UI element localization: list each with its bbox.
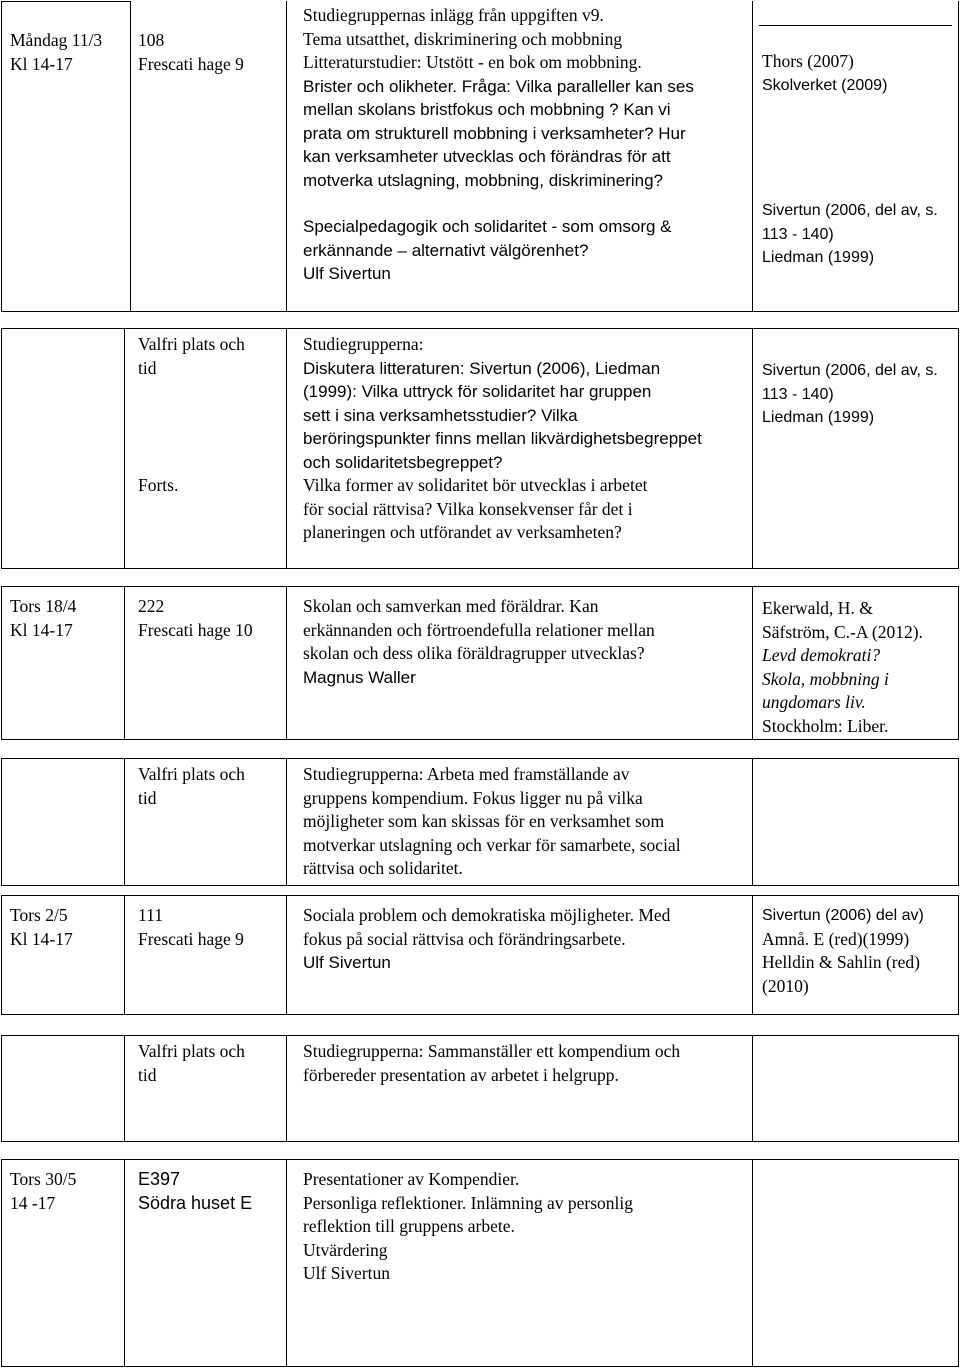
r3-literature-line: Säfström, C.-A (2012). — [762, 621, 923, 642]
r2-content-line: beröringspunkter finns mellan likvärdighetsbegreppet — [303, 429, 702, 448]
r2-content-cell — [303, 333, 702, 545]
r7-room-building: Södra huset E — [138, 1192, 253, 1213]
r6-room-line: tid — [138, 1064, 157, 1085]
r2-content-line: planeringen och utförandet av verksamheten? — [303, 522, 622, 542]
r5-content-line: fokus på social rättvisa och förändringsarbete. — [303, 928, 626, 949]
r2-content-line: Vilka former av solidaritet bör utvecklas i arbetet — [303, 475, 648, 495]
r2-content-line: sett i sina verksamhetsstudier? Vilka — [303, 405, 578, 425]
r2-literature-cell — [762, 359, 938, 430]
r1-content-line: prata om strukturell mobbning i verksamheter? Hur — [303, 123, 686, 143]
r3-day: Tors 18/4 — [10, 596, 77, 616]
r6-content-cell — [303, 1040, 680, 1087]
r3-content-cell — [303, 595, 655, 689]
r2-content-line: Studiegrupperna: — [303, 334, 424, 354]
r4-room-line: Valfri plats och — [138, 764, 245, 784]
r7-day: Tors 30/5 — [10, 1169, 77, 1189]
r3-content-line: erkännanden och förtroendefulla relationer mellan — [303, 619, 655, 640]
r5-literature-item: Sivertun (2006) del av) — [762, 907, 924, 924]
r1-literature-item: 113 - 140) — [762, 225, 834, 243]
r1-content-line: motverka utslagning, mobbning, diskriminering? — [303, 170, 664, 190]
r3-teacher: Magnus Waller — [303, 667, 416, 687]
r7-teacher: Ulf Sivertun — [303, 1263, 391, 1283]
r4-content-line: möjligheter som kan skissas för en verksamhet som — [303, 811, 665, 831]
r1-time: Kl 14-17 — [10, 53, 73, 74]
r5-room-building: Frescati hage 9 — [138, 928, 244, 949]
r1-literature-b-cell — [762, 199, 938, 270]
r2-literature-item: Sivertun (2006, del av, s. — [762, 362, 938, 379]
r5-time: Kl 14-17 — [10, 928, 73, 949]
r6-content-line: förbereder presentation av arbetet i helgrupp. — [303, 1064, 619, 1085]
r1-content-line: mellan skolans bristfokus och mobbning ? Kan vi — [303, 100, 671, 119]
r5-literature-cell — [762, 904, 924, 998]
r5-content-cell — [303, 904, 670, 975]
r1-teacher: Ulf Sivertun — [303, 264, 391, 283]
r5-room-cell — [138, 904, 244, 951]
r1-literature-item: Thors (2007) — [762, 51, 854, 71]
r5-content-line: Sociala problem och demokratiska möjligheter. Med — [303, 905, 671, 925]
r3-room-building: Frescati hage 10 — [138, 619, 253, 640]
r3-literature-line: Ekerwald, H. & — [762, 598, 873, 618]
r1-literature-item: Skolverket (2009) — [762, 76, 888, 94]
r3-time: Kl 14-17 — [10, 619, 73, 640]
r4-content-line: motverkar utslagning och verkar för samarbete, social — [303, 834, 681, 855]
r5-day-cell — [10, 904, 73, 951]
r1-literature-item: Sivertun (2006, del av, s. — [762, 202, 938, 219]
r1-day-cell — [10, 29, 102, 76]
r5-day: Tors 2/5 — [10, 905, 68, 925]
r7-content-line: Presentationer av Kompendier. — [303, 1169, 520, 1189]
r7-time: 14 -17 — [10, 1192, 56, 1213]
r6-room-line: Valfri plats och — [138, 1041, 245, 1061]
r5-literature-item: (2010) — [762, 975, 809, 996]
r3-content-line: Skolan och samverkan med föräldrar. Kan — [303, 596, 599, 616]
r2-content-line: och solidaritetsbegreppet? — [303, 452, 503, 472]
r1-literature-cell — [762, 50, 887, 97]
r7-content-line: Personliga reflektioner. Inlämning av personlig — [303, 1192, 633, 1213]
r3-literature-title: Skola, mobbning i — [762, 668, 889, 689]
r3-day-cell — [10, 595, 76, 642]
r5-teacher: Ulf Sivertun — [303, 953, 391, 972]
r2-literature-item: Liedman (1999) — [762, 409, 875, 426]
r2-content-line: Diskutera litteraturen: Sivertun (2006), Liedman — [303, 358, 661, 378]
r1-content-line: Brister och olikheter. Fråga: Vilka paralleller kan ses — [303, 76, 694, 96]
r1-content-line: Tema utsatthet, diskriminering och mobbning — [303, 28, 623, 49]
r3-literature-publisher: Stockholm: Liber. — [762, 715, 889, 736]
r3-room-number: 222 — [138, 596, 165, 616]
r6-room-cell — [138, 1040, 245, 1087]
r7-room-cell — [138, 1168, 252, 1215]
r4-content-cell — [303, 763, 681, 881]
r6-content-line: Studiegrupperna: Sammanställer ett kompendium och — [303, 1041, 681, 1061]
r3-content-line: skolan och dess olika föräldragrupper utvecklas? — [303, 643, 645, 663]
r5-literature-item: Helldin & Sahlin (red) — [762, 952, 920, 972]
r2-room-line: Valfri plats och — [138, 334, 245, 354]
r2-room-line: tid — [138, 357, 157, 378]
r7-day-cell — [10, 1168, 76, 1215]
r2-room-cell — [138, 333, 245, 380]
r3-room-cell — [138, 595, 253, 642]
r1-room-cell — [138, 29, 244, 76]
r2-content-line: (1999): Vilka uttryck för solidaritet har gruppen — [303, 382, 652, 401]
r1-content-line: erkännande – alternativt välgörenhet? — [303, 240, 589, 260]
r1-day: Måndag 11/3 — [10, 30, 103, 50]
r1-content-line: Litteraturstudier: Utstött - en bok om mobbning. — [303, 52, 642, 72]
r1-content-line: kan verksamheter utvecklas och förändras för att — [303, 147, 671, 166]
r1-content-cell — [303, 4, 694, 192]
r5-room-number: 111 — [138, 905, 163, 925]
r4-room-line: tid — [138, 787, 157, 808]
r7-room-number: E397 — [138, 1169, 181, 1189]
r1-content-line: Specialpedagogik och solidaritet - som omsorg & — [303, 217, 672, 236]
r3-literature-title: ungdomars liv. — [762, 692, 866, 712]
r7-content-line: Utvärdering — [303, 1239, 388, 1260]
r4-room-cell — [138, 763, 245, 810]
r1-content-b-cell — [303, 215, 672, 286]
r1-content-line: Studiegruppernas inlägg från uppgiften v9. — [303, 5, 604, 25]
r4-content-line: gruppens kompendium. Fokus ligger nu på vilka — [303, 787, 643, 808]
r7-content-line: reflektion till gruppens arbete. — [303, 1216, 515, 1236]
r1-literature-item: Liedman (1999) — [762, 249, 875, 266]
r1-room-building: Frescati hage 9 — [138, 53, 244, 74]
r4-content-line: rättvisa och solidaritet. — [303, 858, 463, 878]
r4-content-line: Studiegrupperna: Arbeta med framställande av — [303, 764, 630, 784]
r3-literature-title: Levd demokrati? — [762, 645, 881, 665]
r3-literature-cell — [762, 597, 923, 738]
r2-continued-label: Forts. — [138, 475, 179, 495]
r7-content-cell — [303, 1168, 633, 1286]
r2-content-line: för social rättvisa? Vilka konsekvenser får det i — [303, 498, 633, 519]
r5-literature-item: Amnå. E (red)(1999) — [762, 928, 910, 949]
r2-room-extra-cell — [138, 474, 178, 498]
r2-literature-item: 113 - 140) — [762, 385, 834, 403]
r1-room-number: 108 — [138, 30, 165, 50]
